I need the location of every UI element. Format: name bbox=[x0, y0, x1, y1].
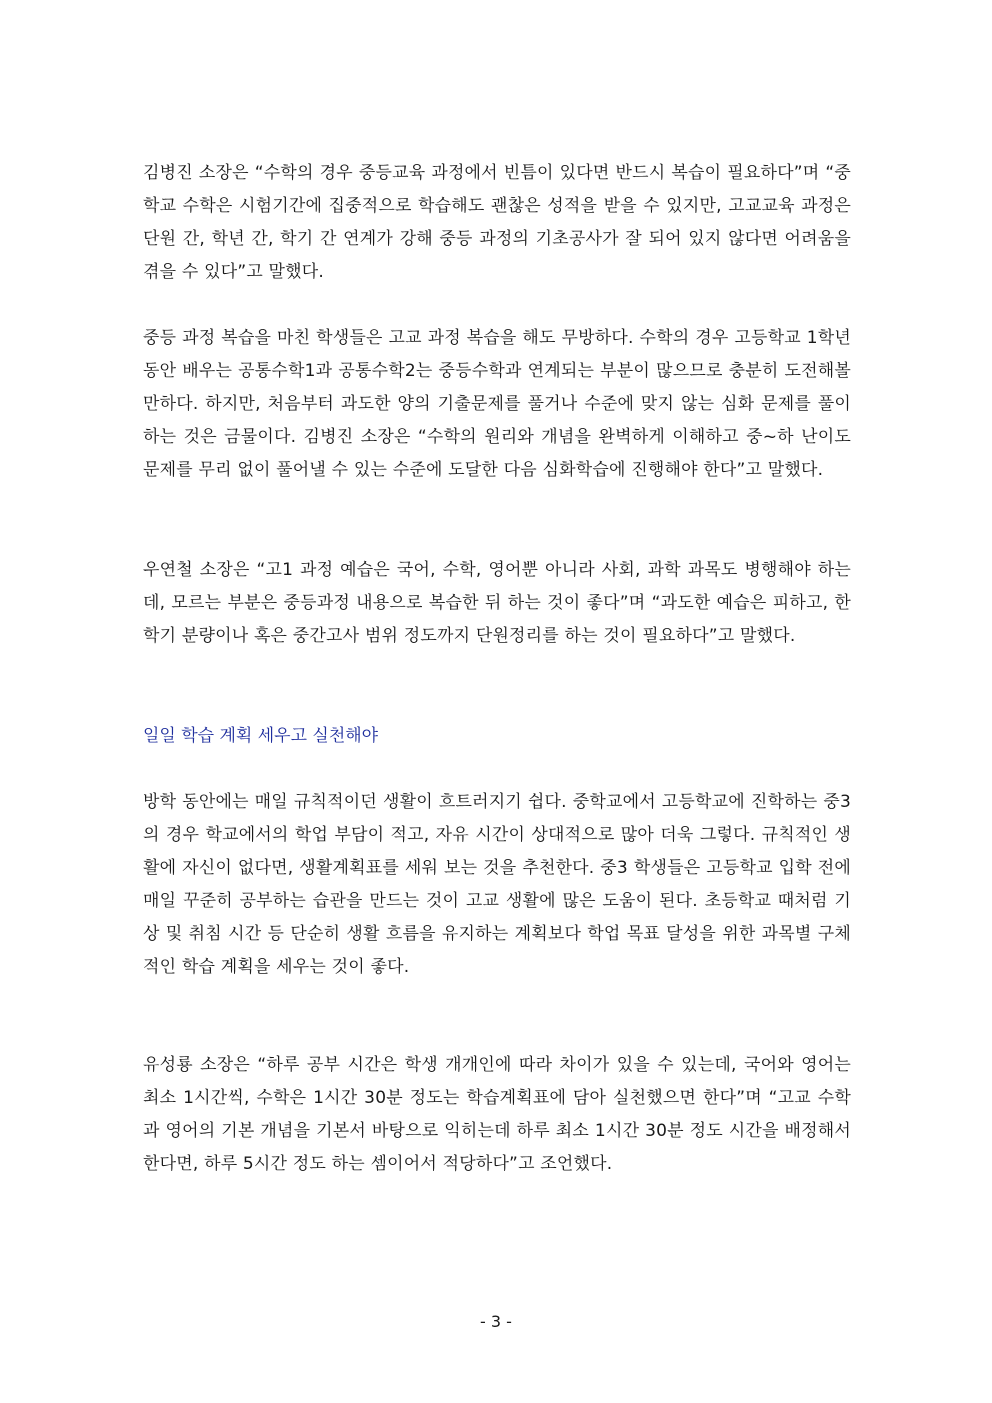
section-heading: 일일 학습 계획 세우고 실천해야 bbox=[143, 726, 379, 746]
paragraph-high-school-review: 중등 과정 복습을 마친 학생들은 고교 과정 복습을 해도 무방하다. 수학의 경우 고등학교 1학년 동안 배우는 공통수학1과 공통수학2는 중등수학과 연계되는 부분이 많으므로 충분히 도전해볼 만하다. 하지만, 처음부터 과도한 양의 기출문제를 풀거나 수준에 맞지 않는 심화 문제를 풀이하는 것은 금물이다. 김병진 소장은 “수학의 원리와 개념을 완벽하게 이해하고 중~하 난이도 문제를 무리 없이 풀어낼 수 있는 수준에 도달한 다음 심화학습에 진행해야 한다”고 말했다. bbox=[143, 328, 851, 480]
page-number: - 3 - bbox=[480, 1312, 512, 1331]
paragraph-kim-review: 김병진 소장은 “수학의 경우 중등교육 과정에서 빈틈이 있다면 반드시 복습이 필요하다”며 “중학교 수학은 시험기간에 집중적으로 학습해도 괜찮은 성적을 받을 수 있지만, 고교교육 과정은 단원 간, 학년 간, 학기 간 연계가 강해 중등 과정의 기초공사가 잘 되어 있지 않다면 어려움을 겪을 수 있다”고 말했다. bbox=[143, 163, 851, 282]
paragraph-woo-preview: 우연철 소장은 “고1 과정 예습은 국어, 수학, 영어뿐 아니라 사회, 과학 과목도 병행해야 하는데, 모르는 부분은 중등과정 내용으로 복습한 뒤 하는 것이 좋다”며 “과도한 예습은 피하고, 한 학기 분량이나 혹은 중간고사 범위 정도까지 단원정리를 하는 것이 필요하다”고 말했다. bbox=[143, 560, 851, 646]
paragraph-yoo-study-time: 유성룡 소장은 “하루 공부 시간은 학생 개개인에 따라 차이가 있을 수 있는데, 국어와 영어는 최소 1시간씩, 수학은 1시간 30분 정도는 학습계획표에 담아 실천했으면 한다”며 “고교 수학과 영어의 기본 개념을 기본서 바탕으로 익히는데 하루 최소 1시간 30분 정도 시간을 배정해서 한다면, 하루 5시간 정도 하는 셈이어서 적당하다”고 조언했다. bbox=[143, 1055, 851, 1174]
paragraph-vacation-schedule: 방학 동안에는 매일 규칙적이던 생활이 흐트러지기 쉽다. 중학교에서 고등학교에 진학하는 중3의 경우 학교에서의 학업 부담이 적고, 자유 시간이 상대적으로 많아 더욱 그렇다. 규칙적인 생활에 자신이 없다면, 생활계획표를 세워 보는 것을 추천한다. 중3 학생들은 고등학교 입학 전에 매일 꾸준히 공부하는 습관을 만드는 것이 고교 생활에 많은 도움이 된다. 초등학교 때처럼 기상 및 취침 시간 등 단순히 생활 흐름을 유지하는 계획보다 학업 목표 달성을 위한 과목별 구체적인 학습 계획을 세우는 것이 좋다. bbox=[143, 792, 851, 977]
